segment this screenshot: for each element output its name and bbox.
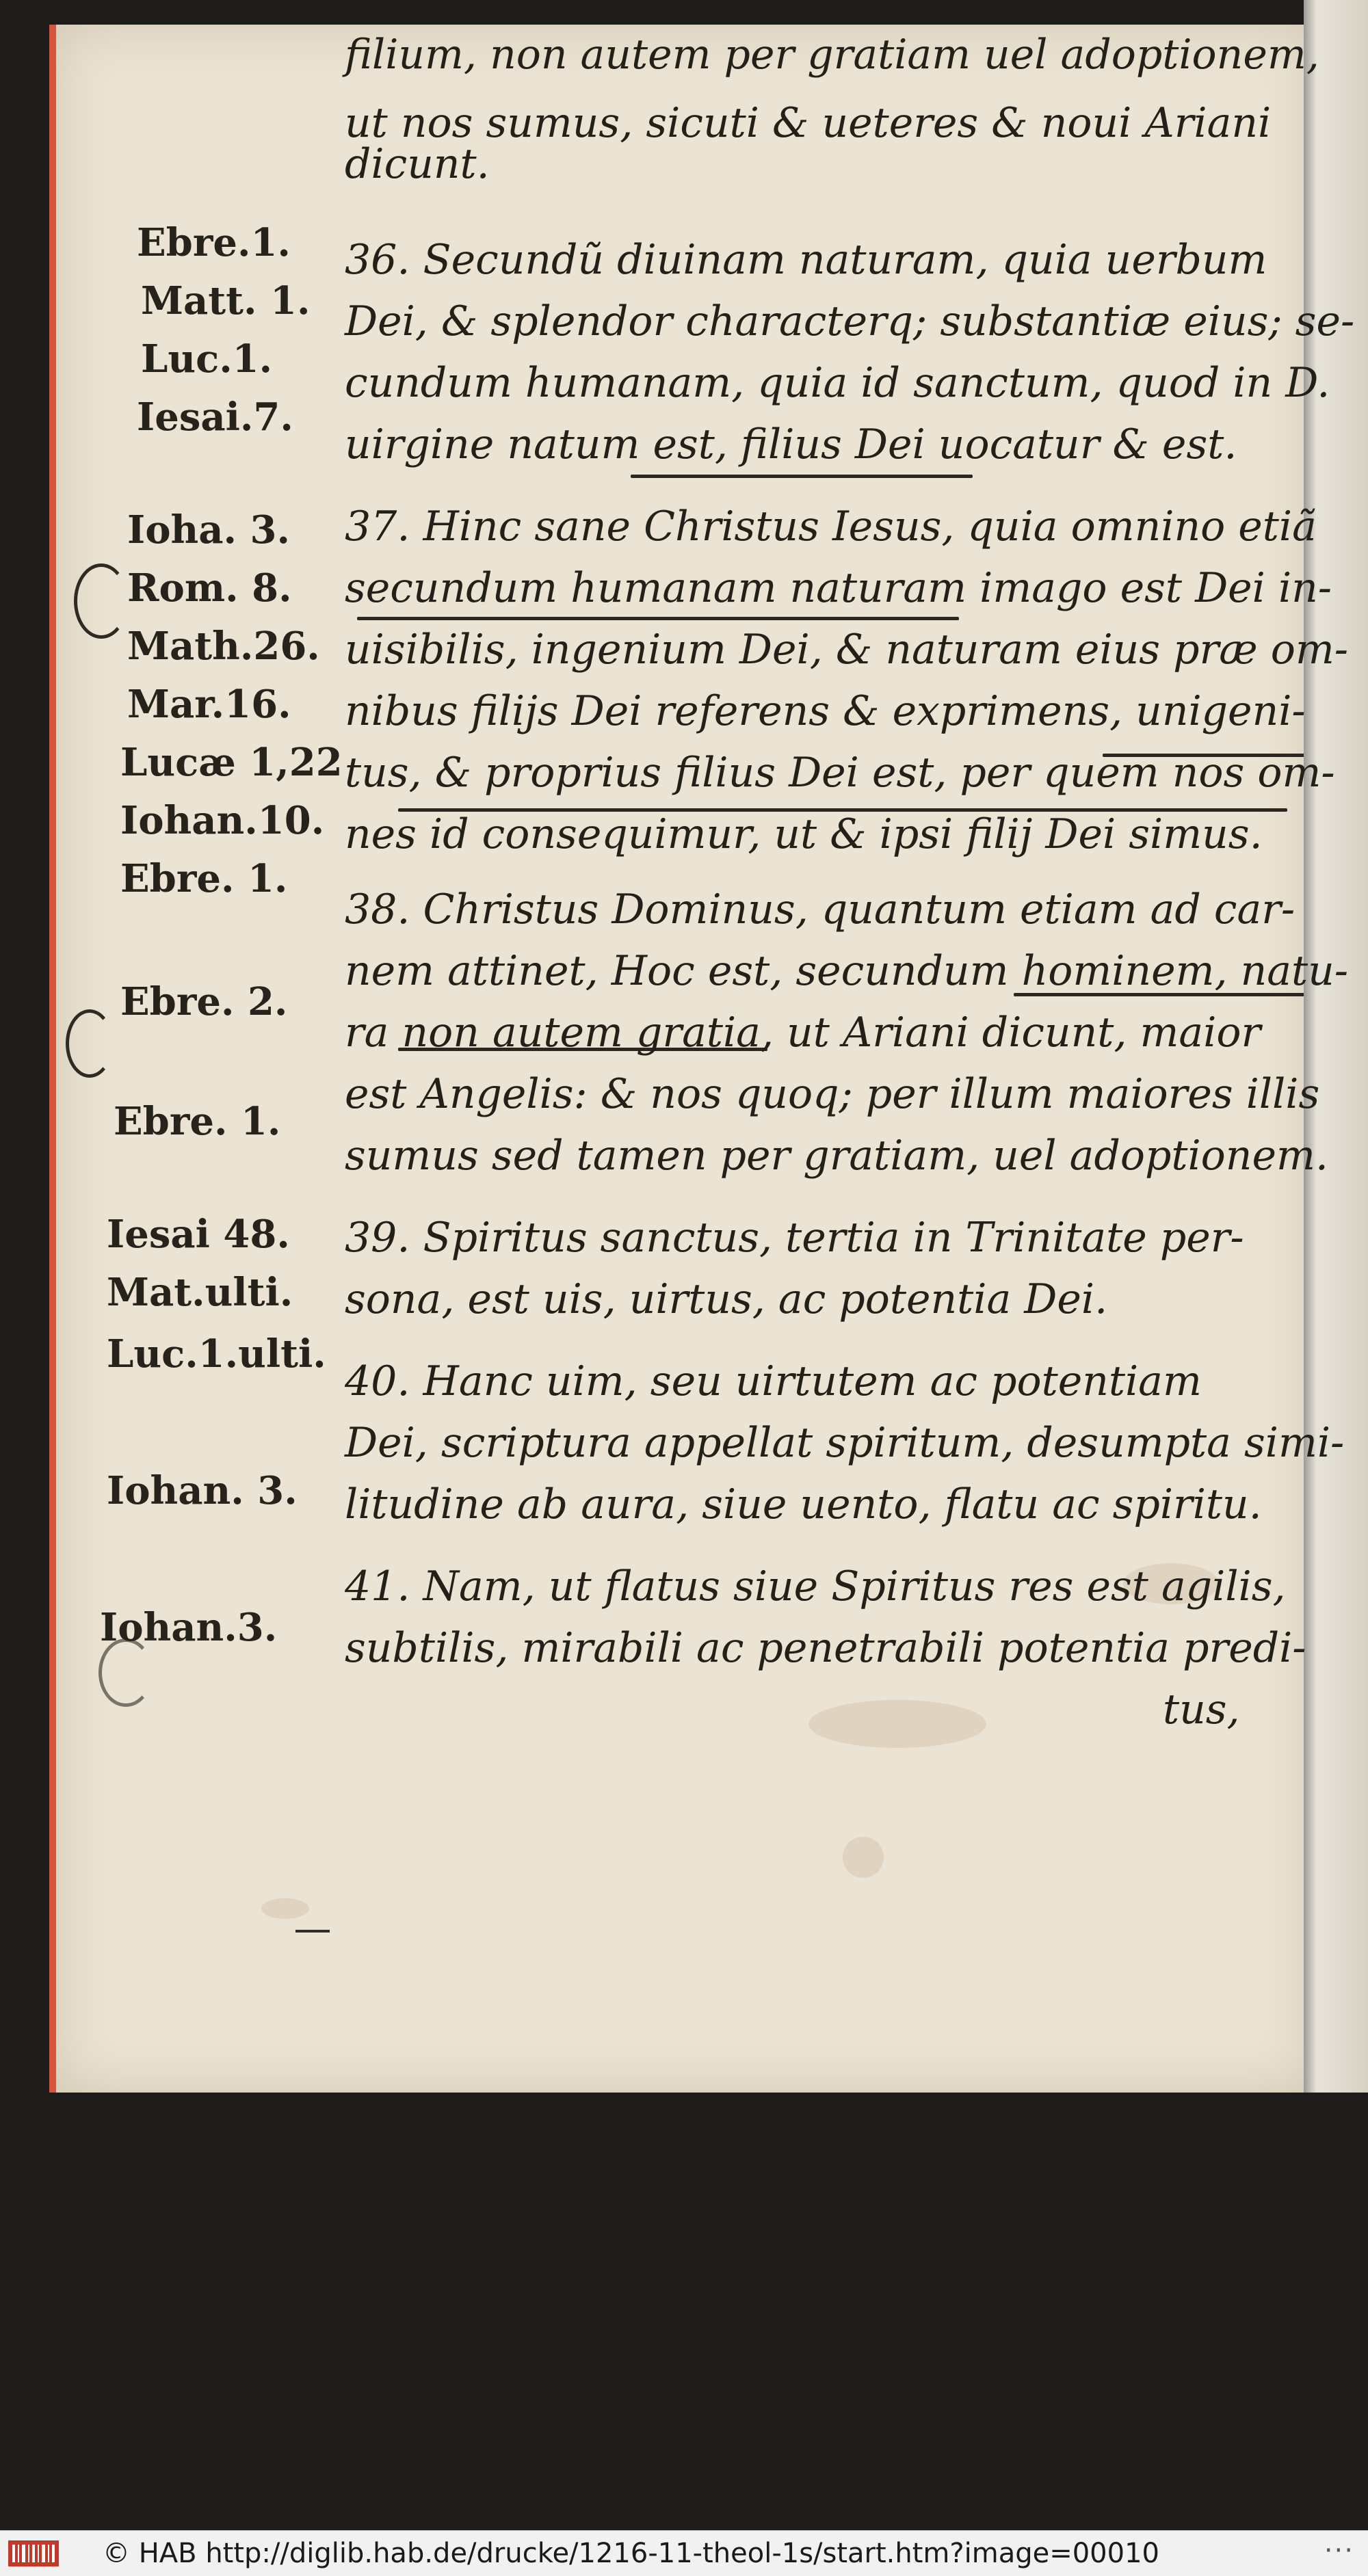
margin-note: Ebre.1. — [137, 220, 291, 265]
attribution-bar — [0, 2530, 1368, 2576]
margin-note: Mar.16. — [127, 682, 291, 727]
barcode-logo-icon — [8, 2540, 59, 2566]
body-line: nem attinet, Hoc est, secundum hominem, natu- — [345, 947, 1349, 995]
body-line: 36. Secundũ diuinam naturam, quia uerbum — [345, 236, 1267, 284]
body-line: tus, — [1163, 1686, 1240, 1734]
handwritten-parenthesis-mark — [66, 1009, 114, 1078]
body-line: est Angelis: & nos quoq; per illum maiores illis — [345, 1070, 1320, 1118]
handwritten-parenthesis-mark — [74, 563, 129, 639]
body-line: dicunt. — [345, 140, 490, 188]
margin-note: Ioha. 3. — [127, 507, 290, 553]
body-line: 40. Hanc uim, seu uirtutem ac potentiam — [345, 1357, 1202, 1405]
margin-note: Lucæ 1,22 — [120, 740, 343, 785]
body-line: sona, est uis, uirtus, ac potentia Dei. — [345, 1275, 1108, 1323]
margin-note: Iesai.7. — [137, 395, 293, 440]
body-line: sumus sed tamen per gratiam, uel adoptionem. — [345, 1132, 1328, 1180]
paper-stain — [808, 1700, 986, 1748]
margin-note: Iohan. 3. — [107, 1468, 298, 1513]
margin-note: Mat.ulti. — [107, 1270, 293, 1315]
body-line: litudine ab aura, siue uento, flatu ac spiritu. — [345, 1480, 1262, 1528]
body-line: Dei, scriptura appellat spiritum, desumpta simi- — [345, 1419, 1345, 1467]
handwritten-underline — [631, 475, 973, 478]
margin-note: Luc.1. — [141, 336, 273, 382]
body-line: ra non autem gratia, ut Ariani dicunt, maior — [345, 1009, 1261, 1057]
margin-note: Ebre. 1. — [114, 1099, 281, 1144]
margin-note: Iohan.10. — [120, 798, 325, 843]
body-line: secundum humanam naturam imago est Dei in- — [345, 564, 1332, 612]
margin-note: Iesai 48. — [107, 1212, 290, 1257]
margin-note: Rom. 8. — [127, 566, 292, 611]
body-line: uisibilis, ingenium Dei, & naturam eius præ om- — [345, 626, 1348, 674]
body-line: 38. Christus Dominus, quantum etiam ad car- — [345, 886, 1295, 933]
body-line: uirgine natum est, filius Dei uocatur & est. — [345, 421, 1237, 468]
margin-note: Ebre. 1. — [120, 856, 288, 901]
copyright-url-text: © HAB http://diglib.hab.de/drucke/1216-11-theol-1s/start.htm?image=00010 — [103, 2538, 1159, 2569]
body-line: subtilis, mirabili ac penetrabili potentia predi- — [345, 1624, 1306, 1672]
body-line: nibus filijs Dei referens & exprimens, unigeni- — [345, 687, 1306, 735]
body-line: cundum humanam, quia id sanctum, quod in D. — [345, 359, 1330, 407]
body-line: 37. Hinc sane Christus Iesus, quia omnino etiã — [345, 503, 1317, 550]
body-line: ut nos sumus, sicuti & ueteres & noui Ariani — [345, 99, 1272, 147]
body-line: Dei, & splendor characterq; substantiæ eius; se- — [345, 297, 1355, 345]
body-line: 39. Spiritus sanctus, tertia in Trinitate per- — [345, 1214, 1244, 1262]
more-options-icon[interactable]: ··· — [1324, 2535, 1354, 2566]
body-line: nes id consequimur, ut & ipsi filij Dei simus. — [345, 810, 1263, 858]
body-line: 41. Nam, ut flatus siue Spiritus res est agilis, — [345, 1563, 1286, 1610]
paper-stain — [261, 1898, 309, 1919]
body-line: tus, & proprius filius Dei est, per quem nos om- — [345, 749, 1335, 797]
margin-note: Ebre. 2. — [120, 979, 288, 1024]
handwritten-underline — [357, 617, 959, 620]
margin-note: Math.26. — [127, 624, 320, 669]
handwritten-dash-mark — [295, 1930, 330, 1933]
margin-note: Matt. 1. — [141, 278, 311, 323]
margin-note: Luc.1.ulti. — [107, 1331, 326, 1377]
margin-note: Iohan.3. — [100, 1605, 278, 1650]
paper-stain — [843, 1837, 884, 1878]
body-line: filium, non autem per gratiam uel adoptionem, — [345, 31, 1319, 79]
